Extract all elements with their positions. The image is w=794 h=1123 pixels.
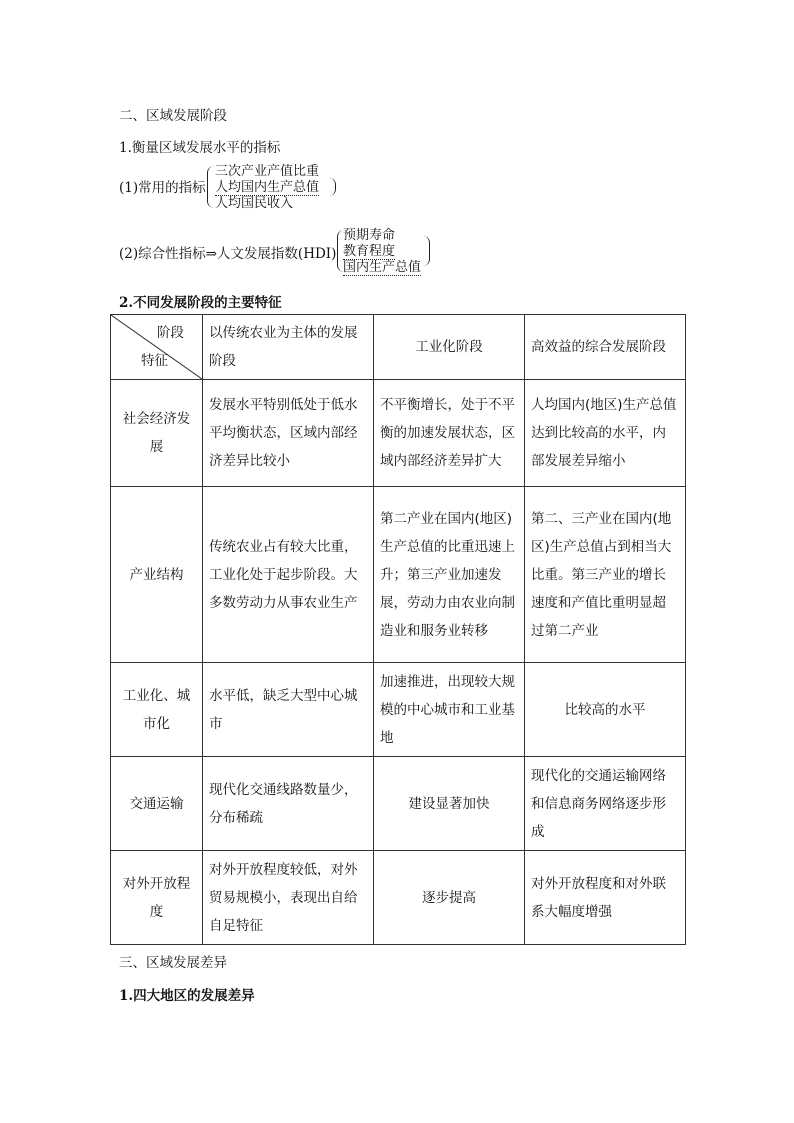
table-cell: 传统农业占有较大比重，工业化处于起步阶段。大多数劳动力从事农业生产 — [203, 487, 374, 663]
feature-cell: 工业化、城市化 — [111, 663, 203, 757]
common-indicators-label: (1)常用的指标 — [119, 180, 206, 196]
column-header-agricultural-stage: 以传统农业为主体的发展阶段 — [203, 315, 374, 380]
table-cell: 对外开放程度较低，对外贸易规模小，表现出自给自足特征 — [203, 851, 374, 945]
table-cell: 逐步提高 — [374, 851, 525, 945]
table-row — [111, 663, 686, 757]
feature-cell: 产业结构 — [111, 487, 203, 663]
table-cell: 现代化的交通运输网络和信息商务网络逐步形成 — [525, 757, 686, 851]
table-header-row — [111, 315, 686, 380]
right-brace — [329, 178, 336, 196]
table-cell: 第二、三产业在国内(地区)生产总值占到相当大比重。第三产业的增长速度和产值比重明显超过第二产业 — [525, 487, 686, 663]
composite-indicators-list — [343, 228, 421, 276]
table-cell: 对外开放程度和对外联系大幅度增强 — [525, 851, 686, 945]
header-stage-label: 阶段 — [157, 325, 184, 341]
column-header-industrialization-stage: 工业化阶段 — [374, 315, 525, 380]
table-cell: 水平低，缺乏大型中心城市 — [203, 663, 374, 757]
section-heading-regional-differences: 三、区域发展差异 — [119, 955, 227, 971]
composite-indicators-label: (2)综合性指标⇒人文发展指数(HDI) — [119, 246, 337, 262]
common-indicators-list — [215, 164, 319, 212]
column-header-comprehensive-stage: 高效益的综合发展阶段 — [525, 315, 686, 380]
left-brace — [207, 166, 214, 208]
table-row — [111, 487, 686, 663]
table-cell: 不平衡增长，处于不平衡的加速发展状态，区域内部经济差异扩大 — [374, 380, 525, 487]
indicator-item: 人均国内生产总值 — [215, 180, 320, 195]
indicator-item: 教育程度 — [343, 244, 396, 259]
feature-cell: 交通运输 — [111, 757, 203, 851]
composite-indicators-block — [119, 228, 439, 274]
table-row — [111, 380, 686, 487]
table-cell: 加速推进，出现较大规模的中心城市和工业基地 — [374, 663, 525, 757]
table-cell: 现代化交通线路数量少，分布稀疏 — [203, 757, 374, 851]
table-cell: 比较高的水平 — [525, 663, 686, 757]
table-cell: 第二产业在国内(地区)生产总值的比重迅速上升；第三产业加速发展，劳动力由农业向制造业和服务业转移 — [374, 487, 525, 663]
common-indicators-block — [119, 164, 379, 210]
feature-cell: 社会经济发展 — [111, 380, 203, 487]
feature-cell: 对外开放程度 — [111, 851, 203, 945]
indicator-item: 国内生产总值 — [343, 260, 422, 275]
subheading-development-indicators — [119, 136, 280, 156]
table-row — [111, 757, 686, 851]
indicator-item: 预期寿命 — [343, 228, 396, 243]
table-cell: 发展水平特别低处于低水平均衡状态，区域内部经济差异比较小 — [203, 380, 374, 487]
header-corner-cell — [111, 315, 203, 380]
table-cell: 建设显著加快 — [374, 757, 525, 851]
subheading-text: 1.衡量区域发展水平的指标 — [119, 140, 281, 156]
header-feature-label: 特征 — [141, 353, 168, 369]
section-heading-regional-development-stages: 二、区域发展阶段 — [119, 108, 227, 124]
right-brace — [423, 236, 430, 266]
table-cell: 人均国内(地区)生产总值达到比较高的水平，内部发展差异缩小 — [525, 380, 686, 487]
subheading-stage-features: 2.不同发展阶段的主要特征 — [119, 295, 282, 311]
table-row — [111, 851, 686, 945]
development-stages-table — [110, 314, 686, 945]
subheading-four-regions: 1.四大地区的发展差异 — [119, 988, 255, 1004]
indicator-item: 三次产业产值比重 — [215, 164, 320, 179]
indicator-item: 人均国民收入 — [215, 196, 294, 211]
